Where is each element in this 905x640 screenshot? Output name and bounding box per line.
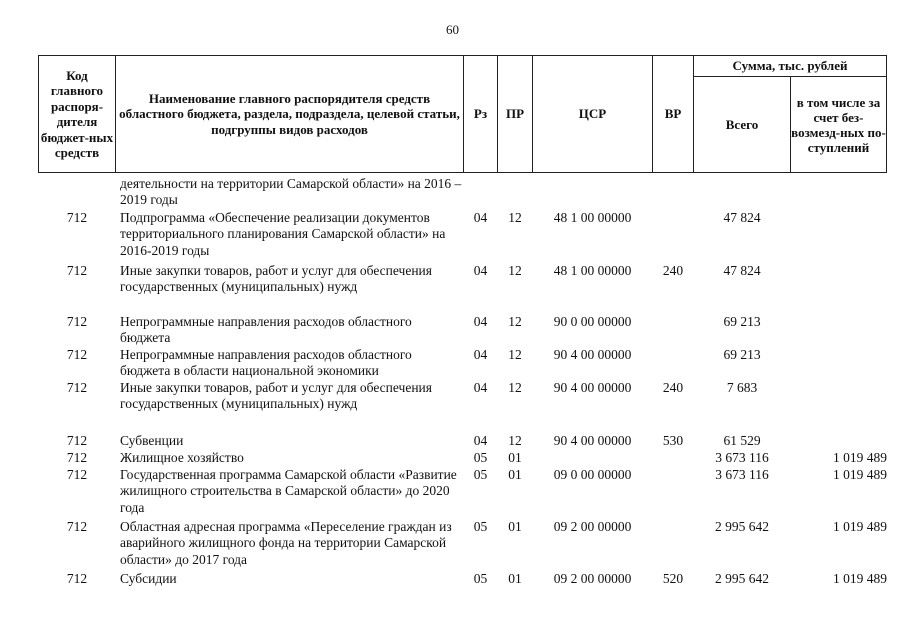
- row-code: 712: [66, 314, 88, 329]
- row-total: 61 529: [723, 433, 761, 448]
- row-code: 712: [66, 380, 88, 395]
- row-pr: 01: [508, 450, 522, 465]
- row-csr: 90 4 00 00000: [553, 347, 632, 362]
- row-pr: 12: [508, 263, 522, 278]
- row-code: 712: [66, 210, 88, 225]
- header-total: Всего: [693, 76, 791, 173]
- header-sum: Сумма, тыс. рублей: [693, 55, 887, 77]
- row-vr: 530: [662, 433, 684, 448]
- row-csr: 90 4 00 00000: [553, 380, 632, 395]
- row-incl: 1 019 489: [833, 467, 887, 482]
- row-pr: 01: [508, 571, 522, 586]
- row-total: 2 995 642: [715, 571, 769, 586]
- row-rz: 05: [473, 450, 488, 465]
- page-number: 60: [446, 22, 459, 37]
- row-pr: 12: [508, 380, 522, 395]
- row-name: Субвенции: [120, 433, 184, 448]
- row-name: Иные закупки товаров, работ и услуг для обеспечения государственных (муниципальных) нужд: [120, 263, 432, 295]
- row-rz: 04: [473, 433, 488, 448]
- row-csr: 90 0 00 00000: [553, 314, 632, 329]
- row-rz: 05: [473, 571, 488, 586]
- row-rz: 05: [473, 467, 488, 482]
- header-pr: ПР: [497, 55, 533, 173]
- row-csr: 90 4 00 00000: [553, 433, 632, 448]
- header-incl: в том числе за счет без-возмезд-ных по-ступлений: [790, 76, 887, 173]
- row-code: 712: [66, 519, 88, 534]
- row-pr: 12: [508, 314, 522, 329]
- row-name: Иные закупки товаров, работ и услуг для обеспечения государственных (муниципальных) нужд: [120, 380, 432, 412]
- row-code: 712: [66, 450, 88, 465]
- row-rz: 04: [473, 380, 488, 395]
- row-total: 47 824: [723, 210, 761, 225]
- row-csr: 09 2 00 00000: [553, 519, 632, 534]
- row-name: Субсидии: [120, 571, 177, 586]
- row-pr: 01: [508, 467, 522, 482]
- row-name: Государственная программа Самарской области «Развитие жилищного строительства в Самарской области» до 2020 года: [120, 467, 457, 515]
- row-rz: 04: [473, 210, 488, 225]
- row-total: 7 683: [726, 380, 758, 395]
- row-code: 712: [66, 347, 88, 362]
- row-rz: 04: [473, 347, 488, 362]
- row-total: 47 824: [723, 263, 761, 278]
- header-code: Код главного распоря-дителя бюджет-ных средств: [38, 55, 116, 173]
- row-incl: 1 019 489: [833, 450, 887, 465]
- row-csr: 48 1 00 00000: [553, 210, 632, 225]
- row-csr: 48 1 00 00000: [553, 263, 632, 278]
- row-csr: 09 2 00 00000: [553, 571, 632, 586]
- row-vr: 240: [662, 263, 684, 278]
- row-code: 712: [66, 467, 88, 482]
- row-name: Подпрограмма «Обеспечение реализации документов территориального планирования Самарской области» на 2016-2019 годы: [120, 210, 446, 258]
- row-pr: 12: [508, 433, 522, 448]
- header-rz: Рз: [463, 55, 498, 173]
- row-vr: 520: [662, 571, 684, 586]
- row-incl: 1 019 489: [833, 571, 887, 586]
- row-code: 712: [66, 263, 88, 278]
- row-name: Непрограммные направления расходов областного бюджета в области национальной экономики: [120, 347, 412, 379]
- row-pr: 01: [508, 519, 522, 534]
- row-total: 69 213: [723, 314, 761, 329]
- row-incl: 1 019 489: [833, 519, 887, 534]
- row-total: 3 673 116: [715, 467, 769, 482]
- row-rz: 04: [473, 314, 488, 329]
- row-csr: 09 0 00 00000: [553, 467, 632, 482]
- row-code: 712: [66, 571, 88, 586]
- row-name: Областная адресная программа «Переселение граждан из аварийного жилищного фонда на территории Самарской области» до 2017 года: [120, 519, 452, 567]
- row-rz: 04: [473, 263, 488, 278]
- row-vr: 240: [662, 380, 684, 395]
- row-code: 712: [66, 433, 88, 448]
- row-name: Жилищное хозяйство: [120, 450, 244, 465]
- row-rz: 05: [473, 519, 488, 534]
- row-pr: 12: [508, 347, 522, 362]
- row-total: 3 673 116: [715, 450, 769, 465]
- row-name: деятельности на территории Самарской области» на 2016 – 2019 годы: [120, 176, 462, 208]
- row-pr: 12: [508, 210, 522, 225]
- row-name: Непрограммные направления расходов областного бюджета: [120, 314, 412, 346]
- header-vr: ВР: [652, 55, 694, 173]
- header-name: Наименование главного распорядителя средств областного бюджета, раздела, подраздела, целевой статьи, подгруппы видов расходов: [115, 55, 464, 173]
- row-total: 2 995 642: [715, 519, 769, 534]
- header-csr: ЦСР: [532, 55, 653, 173]
- row-total: 69 213: [723, 347, 761, 362]
